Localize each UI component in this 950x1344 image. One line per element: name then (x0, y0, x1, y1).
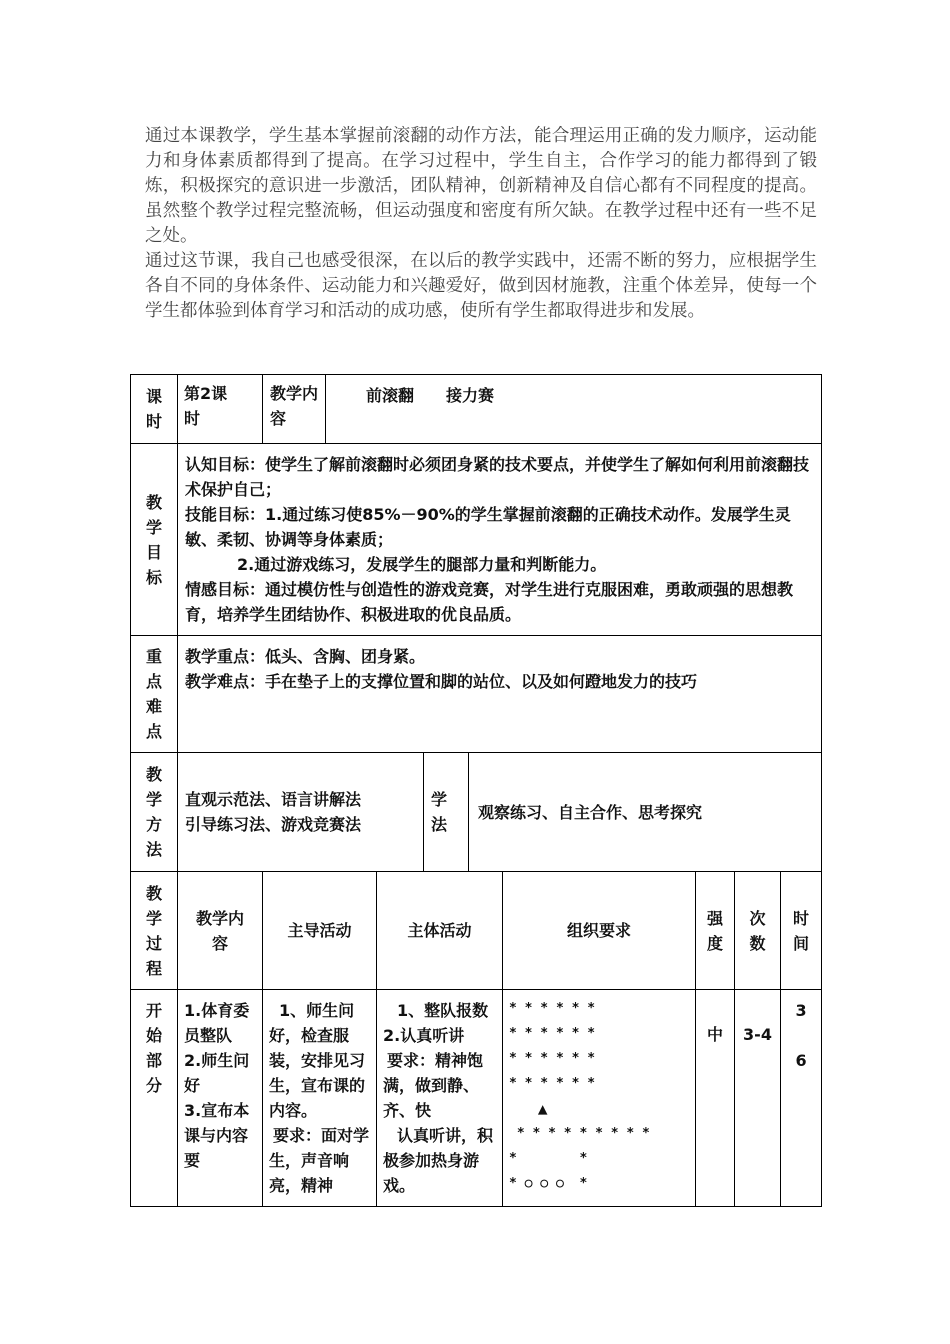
objective-cognitive: 认知目标：使学生了解前滚翻时必须团身紧的技术要点，并使学生了解如何利用前滚翻技术保护自己； (185, 455, 810, 499)
col-lead-header: 主导活动 (263, 872, 377, 990)
objective-skill-2: 2.通过游戏练习，发展学生的腿部力量和判断能力。 (237, 555, 607, 574)
intro-text (145, 124, 817, 324)
process-header-row (131, 872, 822, 990)
lesson-row (131, 375, 822, 444)
start-content: 1.体育委员整队 2.师生问好 3.宣布本课与内容要 (178, 990, 263, 1207)
methods-label: 教学方法 (131, 753, 178, 872)
intro-paragraph-1: 通过本课教学，学生基本掌握前滚翻的动作方法，能合理运用正确的发力顺序，运动能力和身体素质都得到了提高。在学习过程中，学生自主，合作学习的能力都得到了锻炼，积极探究的意识进一步激活，团队精神，创新精神及自信心都有不同程度的提高。虽然整个教学过程完整流畅，但运动强度和密度有所欠缺。在教学过程中还有一些不足之处。 (145, 126, 817, 246)
key-difficulty: 教学难点：手在垫子上的支撑位置和脚的站位、以及如何蹬地发力的技巧 (185, 672, 698, 691)
start-formation (503, 990, 696, 1207)
keshi-label: 课时 (131, 375, 178, 444)
key-focus: 教学重点：低头、含胸、团身紧。 (185, 647, 426, 666)
start-section-row (131, 990, 822, 1207)
start-lead-activity: 1、师生问好，检查服装，安排见习生，宣布课的内容。 要求：面对学生，声音响亮，精神 (263, 990, 377, 1207)
objective-skill-1: 技能目标：1.通过练习使85%－90%的学生掌握前滚翻的正确技术动作。发展学生灵敏、柔韧、协调等身体素质； (185, 505, 791, 549)
col-content-header: 教学内容 (178, 872, 263, 990)
process-label: 教学过程 (131, 872, 178, 990)
start-intensity: 中 (696, 990, 735, 1207)
formation-row: * * * * * * (509, 1001, 596, 1016)
teaching-methods: 直观示范法、语言讲解法 引导练习法、游戏竞赛法 (178, 753, 424, 871)
objectives-row (131, 444, 822, 636)
key-points-row (131, 636, 822, 753)
formation-row: * * * * * * (509, 1026, 596, 1041)
formation-row: * * * * * * (509, 1051, 596, 1066)
start-count: 3-4 (735, 990, 781, 1207)
formation-row: * ○ ○ ○ * (509, 1176, 588, 1191)
intro-paragraph-2: 通过这节课，我自己也感受很深，在以后的教学实践中，还需不断的努力，应根据学生各自不同的身体条件、运动能力和兴趣爱好，做到因材施教，注重个体差异，使每一个学生都体验到体育学习和活动的成功感，使所有学生都取得进步和发展。 (145, 251, 817, 321)
formation-teacher: ▲ (509, 1099, 548, 1118)
start-time: 3 6 (781, 990, 822, 1207)
methods-row (131, 753, 822, 872)
formation-row: * * * * * * (509, 1076, 596, 1091)
objectives-label: 教学目标 (131, 444, 178, 636)
formation-row: * * (509, 1151, 588, 1166)
content-label: 教学内容 (263, 375, 326, 443)
key-points-label: 重点难点 (131, 636, 178, 753)
col-count-header: 次数 (735, 872, 781, 990)
col-subject-header: 主体活动 (377, 872, 503, 990)
col-org-header: 组织要求 (503, 872, 696, 990)
col-intensity-header: 强度 (696, 872, 735, 990)
study-methods: 观察练习、自主合作、思考探究 (478, 802, 703, 822)
study-label: 学法 (424, 753, 469, 871)
lesson-plan-table (130, 374, 822, 1207)
col-time-header: 时间 (781, 872, 822, 990)
formation-row: * * * * * * * * * (509, 1126, 650, 1141)
keshi-value: 第2课时 (178, 375, 263, 444)
start-subject-activity: 1、整队报数 2.认真听讲 要求：精神饱满，做到静、齐、快 认真听讲，积极参加热身游戏。 (377, 990, 503, 1207)
start-section-label: 开始部分 (131, 990, 178, 1207)
objective-affective: 情感目标：通过模仿性与创造性的游戏竞赛，对学生进行克服困难，勇敢顽强的思想教育，培养学生团结协作、积极进取的优良品质。 (185, 580, 794, 624)
content-value: 前滚翻 接力赛 (366, 386, 495, 405)
